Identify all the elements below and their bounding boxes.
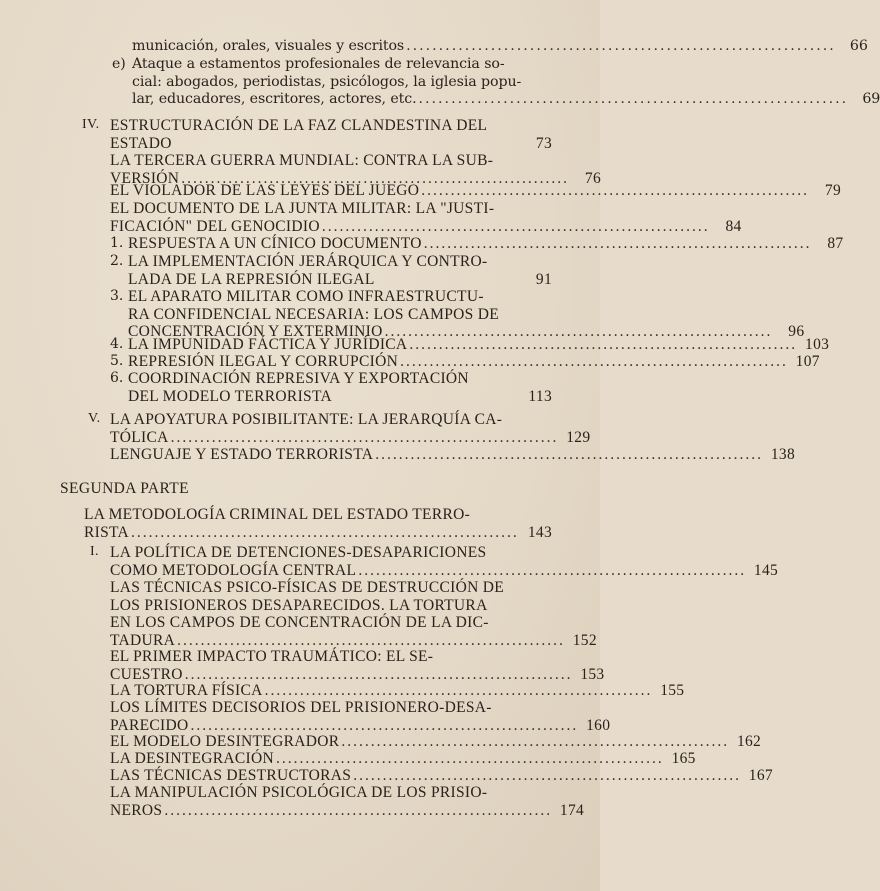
page-number: 66 xyxy=(849,38,868,54)
item-number-4: 4. xyxy=(110,336,124,352)
entry-text: LA POLÍTICA DE DETENCIONES-DESAPARICIONES xyxy=(110,544,487,561)
toc-entry-6 xyxy=(128,370,552,405)
entry-text: EL APARATO MILITAR COMO INFRAESTRUCTU- xyxy=(128,288,484,305)
page-number: 155 xyxy=(660,682,685,699)
toc-entry-tortura-fisica: LA TORTURA FÍSICA .................................................................. 155 xyxy=(110,682,685,699)
toc-entry-5: REPRESIÓN ILEGAL Y CORRUPCIÓN .................................................................. 107 xyxy=(128,353,820,370)
page-number: 69 xyxy=(862,91,880,108)
page-number: 152 xyxy=(572,631,597,649)
entry-text: ESTADO xyxy=(110,134,172,152)
toc-entry-manipulacion: LA MANIPULACIÓN PSICOLÓGICA DE LOS PRISIO- NEROS .................................................................. 174 xyxy=(110,784,585,819)
entry-text: CUESTRO xyxy=(110,665,183,683)
part-heading: SEGUNDA PARTE xyxy=(60,480,190,497)
page-number: 160 xyxy=(586,716,611,734)
chapter-number-iv: IV. xyxy=(82,117,100,132)
entry-text: LA METODOLOGÍA CRIMINAL DEL ESTADO TERRO- xyxy=(84,506,471,523)
toc-entry-primer-impacto: EL PRIMER IMPACTO TRAUMÁTICO: EL SE- CUESTRO .................................................................. 153 xyxy=(110,648,605,683)
entry-text: Ataque a estamentos profesionales de relevancia so- xyxy=(132,56,505,72)
toc-entry-3: EL APARATO MILITAR COMO INFRAESTRUCTU- RA CONFIDENCIAL NECESARIA: LOS CAMPOS DE CONCENTRACIÓN Y EXTERMINIO .................................................................. 96 xyxy=(128,288,805,341)
page-number: 174 xyxy=(559,801,585,819)
toc-entry-tercera-guerra: LA TERCERA GUERRA MUNDIAL: CONTRA LA SUB- VERSIÓN .................................................................. 76 xyxy=(110,152,602,187)
entry-text: EL MODELO DESINTEGRADOR xyxy=(110,733,340,750)
entry-text: RA CONFIDENCIAL NECESARIA: LOS CAMPOS DE xyxy=(128,305,499,323)
toc-entry-limites: LOS LÍMITES DECISORIOS DEL PRISIONERO-DESA- PARECIDO .................................................................. 160 xyxy=(110,699,611,734)
item-number-2: 2. xyxy=(110,253,124,269)
toc-entry-1: RESPUESTA A UN CÍNICO DOCUMENTO .................................................................. 87 xyxy=(128,235,844,252)
page-number: 76 xyxy=(584,169,602,187)
page-number: 165 xyxy=(671,750,696,767)
item-number-6: 6. xyxy=(110,370,124,386)
toc-entry-tecnicas-destructoras: LAS TÉCNICAS DESTRUCTORAS .................................................................. 167 xyxy=(110,767,773,784)
entry-text: EL PRIMER IMPACTO TRAUMÁTICO: EL SE- xyxy=(110,648,434,665)
toc-chapter-v: LA APOYATURA POSIBILITANTE: LA JERARQUÍA CA- TÓLICA .................................................................. 129 xyxy=(110,411,591,446)
entry-text: VERSIÓN xyxy=(110,169,180,187)
page-number: 84 xyxy=(725,217,742,235)
page-number: 143 xyxy=(527,523,552,541)
entry-text: LA DESINTEGRACIÓN xyxy=(110,750,274,767)
entry-text: NEROS xyxy=(110,801,163,819)
entry-text: COMO METODOLOGÍA CENTRAL xyxy=(110,561,357,579)
toc-entry-violador: EL VIOLADOR DE LAS LEYES DEL JUEGO .................................................................. 79 xyxy=(110,182,842,199)
entry-text: LA IMPUNIDAD FÁCTICA Y JURÍDICA xyxy=(128,336,408,353)
toc-entry-e: Ataque a estamentos profesionales de relevancia so- cial: abogados, periodistas, psicólogos, la iglesia popu- lar, educadores, escritores, actores, etc. .................................................................. 69 xyxy=(132,56,880,108)
entry-text: RISTA xyxy=(84,523,130,541)
toc-entry-modelo: EL MODELO DESINTEGRADOR .................................................................. 162 xyxy=(110,733,762,750)
entry-text: TADURA xyxy=(110,631,176,649)
entry-text: DEL MODELO TERRORISTA xyxy=(128,387,332,405)
toc-entry-tecnicas: LAS TÉCNICAS PSICO-FÍSICAS DE DESTRUCCIÓN DE LOS PRISIONEROS DESAPARECIDOS. LA TORTURA EN LOS CAMPOS DE CONCENTRACIÓN DE LA DIC- TADURA .................................................................. 152 xyxy=(110,579,597,649)
page-number: 129 xyxy=(566,428,591,446)
entry-text: TÓLICA xyxy=(110,428,169,446)
entry-text: REPRESIÓN ILEGAL Y CORRUPCIÓN xyxy=(128,353,399,370)
page-number: 153 xyxy=(580,665,605,683)
entry-text: cial: abogados, periodistas, psicólogos, la iglesia popu- xyxy=(132,73,522,90)
entry-text: LA TORTURA FÍSICA xyxy=(110,682,263,699)
entry-text: EL DOCUMENTO DE LA JUNTA MILITAR: LA "JUSTI- xyxy=(110,200,495,217)
toc-entry-4: LA IMPUNIDAD FÁCTICA Y JURÍDICA .................................................................. 103 xyxy=(128,336,830,353)
toc-section-metodologia: LA METODOLOGÍA CRIMINAL DEL ESTADO TERRO- RISTA .................................................................. 143 xyxy=(84,506,552,541)
entry-text: FICACIÓN" DEL GENOCIDIO xyxy=(110,217,320,235)
entry-text: RESPUESTA A UN CÍNICO DOCUMENTO xyxy=(128,235,422,252)
item-number-3: 3. xyxy=(110,288,124,304)
entry-text: municación, orales, visuales y escritos xyxy=(132,38,405,54)
entry-text: LAS TÉCNICAS DESTRUCTORAS xyxy=(110,767,352,784)
page-number: 145 xyxy=(753,561,779,579)
toc-chapter-iv xyxy=(110,117,552,152)
entry-text: PARECIDO xyxy=(110,716,189,734)
toc-chapter-i: LA POLÍTICA DE DETENCIONES-DESAPARICIONES COMO METODOLOGÍA CENTRAL .................................................................. 145 xyxy=(110,544,779,579)
page-number: 113 xyxy=(528,387,552,405)
page-number: 103 xyxy=(805,336,830,353)
toc-entry-2 xyxy=(128,253,552,288)
item-number-1: 1. xyxy=(110,235,124,251)
page-number: 167 xyxy=(748,767,773,784)
entry-text: LOS LÍMITES DECISORIOS DEL PRISIONERO-DESA- xyxy=(110,699,492,716)
item-label-e: e) xyxy=(112,56,126,72)
entry-text: EL VIOLADOR DE LAS LEYES DEL JUEGO xyxy=(110,182,420,199)
page-number: 87 xyxy=(827,235,844,252)
entry-text: LA IMPLEMENTACIÓN JERÁRQUICA Y CONTRO- xyxy=(128,253,488,270)
page-number: 162 xyxy=(736,733,762,750)
entry-text: EN LOS CAMPOS DE CONCENTRACIÓN DE LA DIC- xyxy=(110,614,489,632)
toc-entry-desintegracion: LA DESINTEGRACIÓN .................................................................. 165 xyxy=(110,750,696,767)
entry-text: ESTRUCTURACIÓN DE LA FAZ CLANDESTINA DEL xyxy=(110,117,488,134)
chapter-number-i: I. xyxy=(90,544,99,559)
chapter-number-v: V. xyxy=(88,411,101,426)
toc-entry-lenguaje: LENGUAJE Y ESTADO TERRORISTA .................................................................. 138 xyxy=(110,446,795,463)
page-number: 73 xyxy=(535,134,552,152)
toc-entry-d-continuation: municación, orales, visuales y escritos .................................................................. 66 xyxy=(132,38,868,54)
entry-text: COORDINACIÓN REPRESIVA Y EXPORTACIÓN xyxy=(128,370,469,387)
entry-text: LADA DE LA REPRESIÓN ILEGAL xyxy=(128,270,375,288)
item-number-5: 5. xyxy=(110,353,124,369)
entry-text: LA MANIPULACIÓN PSICOLÓGICA DE LOS PRISIO- xyxy=(110,784,488,801)
page-number: 91 xyxy=(535,270,552,288)
page-number: 138 xyxy=(770,446,795,463)
entry-text: LAS TÉCNICAS PSICO-FÍSICAS DE DESTRUCCIÓN DE xyxy=(110,579,505,596)
page-number: 107 xyxy=(795,353,820,370)
entry-text: CONCENTRACIÓN Y EXTERMINIO xyxy=(128,323,383,341)
page-number: 96 xyxy=(788,323,805,341)
entry-text: LA TERCERA GUERRA MUNDIAL: CONTRA LA SUB- xyxy=(110,152,494,169)
page-number: 79 xyxy=(824,182,842,199)
toc-entry-documento-junta: EL DOCUMENTO DE LA JUNTA MILITAR: LA "JUSTI- FICACIÓN" DEL GENOCIDIO .................................................................. 84 xyxy=(110,200,742,235)
entry-text: lar, educadores, escritores, actores, etc. xyxy=(132,91,417,108)
entry-text: LOS PRISIONEROS DESAPARECIDOS. LA TORTURA xyxy=(110,596,488,614)
entry-text: LA APOYATURA POSIBILITANTE: LA JERARQUÍA CA- xyxy=(110,411,503,428)
entry-text: LENGUAJE Y ESTADO TERRORISTA xyxy=(110,446,374,463)
